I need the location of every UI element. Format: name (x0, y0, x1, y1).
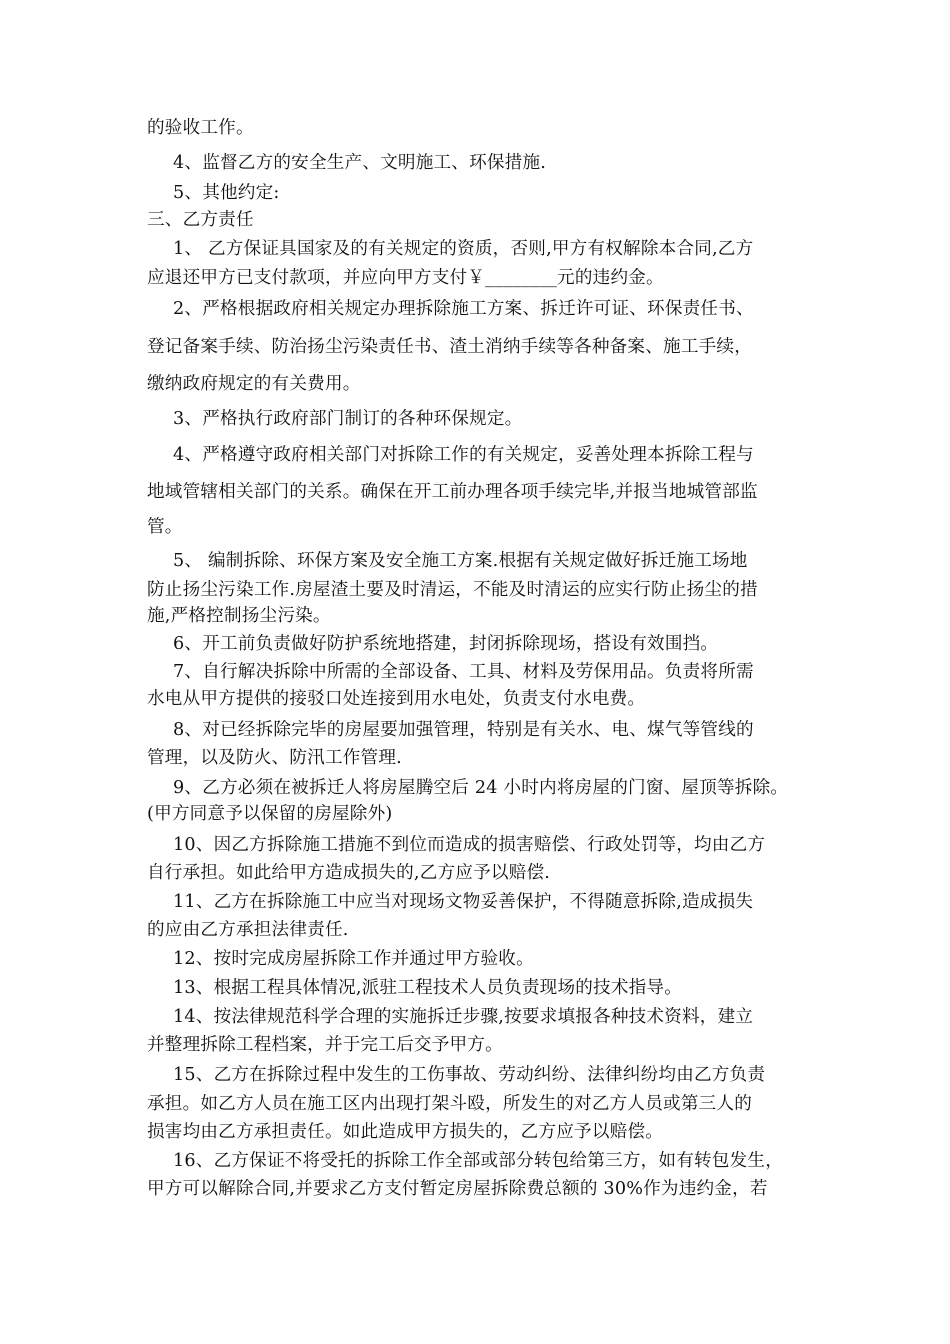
text-line: 施,严格控制扬尘污染。 (147, 606, 331, 626)
text-line: 12、按时完成房屋拆除工作并通过甲方验收。 (173, 949, 534, 969)
text-line: 登记备案手续、防治扬尘污染责任书、渣土消纳手续等各种备案、施工手续， (147, 337, 752, 357)
text-line: 9、乙方必须在被拆迁人将房屋腾空后 24 小时内将房屋的门窗、屋顶等拆除。 (173, 778, 789, 798)
text-line: 16、乙方保证不将受托的拆除工作全部或部分转包给第三方，如有转包发生， (173, 1151, 783, 1171)
text-line: 6、开工前负责做好防护系统地搭建，封闭拆除现场，搭设有效围挡。 (173, 634, 719, 654)
text-line: 管理，以及防火、防汛工作管理. (147, 748, 402, 768)
text-line: 地域管辖相关部门的关系。确保在开工前办理各项手续完毕,并报当地城管部监 (147, 482, 758, 502)
text-line: 1、 乙方保证具国家及的有关规定的资质，否则,甲方有权解除本合同,乙方 (173, 239, 754, 259)
text-line: 7、自行解决拆除中所需的全部设备、工具、材料及劳保用品。负责将所需 (173, 662, 754, 682)
text-line: 2、严格根据政府相关规定办理拆除施工方案、拆迁许可证、环保责任书、 (173, 299, 754, 319)
text-line: 的验收工作。 (147, 118, 254, 138)
text-line: 10、因乙方拆除施工措施不到位而造成的损害赔偿、行政处罚等，均由乙方 (173, 835, 766, 855)
text-line: 3、严格执行政府部门制订的各种环保规定。 (173, 409, 523, 429)
text-line: 管。 (147, 517, 183, 537)
text-line: 8、对已经拆除完毕的房屋要加强管理，特别是有关水、电、煤气等管线的 (173, 720, 754, 740)
text-line: 缴纳政府规定的有关费用。 (147, 374, 361, 394)
text-line: 5、 编制拆除、环保方案及安全施工方案.根据有关规定做好拆迁施工场地 (173, 551, 748, 571)
section-heading: 三、乙方责任 (147, 210, 254, 230)
text-line: 防止扬尘污染工作.房屋渣土要及时清运，不能及时清运的应实行防止扬尘的措 (147, 580, 758, 600)
text-line: (甲方同意予以保留的房屋除外) (147, 804, 393, 824)
text-line: 并整理拆除工程档案，并于完工后交予甲方。 (147, 1035, 503, 1055)
text-line: 水电从甲方提供的接驳口处连接到用水电处，负责支付水电费。 (147, 689, 646, 709)
text-line: 的应由乙方承担法律责任. (147, 920, 349, 940)
text-line: 11、乙方在拆除施工中应当对现场文物妥善保护，不得随意拆除,造成损失 (173, 892, 754, 912)
text-line: 甲方可以解除合同,并要求乙方支付暂定房屋拆除费总额的 30%作为违约金，若 (147, 1179, 768, 1199)
text-line: 5、其他约定: (173, 183, 280, 203)
text-line: 应退还甲方已支付款项，并应向甲方支付￥________元的违约金。 (147, 268, 664, 288)
text-line: 4、严格遵守政府相关部门对拆除工作的有关规定，妥善处理本拆除工程与 (173, 445, 754, 465)
text-line: 4、监督乙方的安全生产、文明施工、环保措施. (173, 153, 547, 173)
text-line: 损害均由乙方承担责任。如此造成甲方损失的，乙方应予以赔偿。 (147, 1122, 664, 1142)
text-line: 13、根据工程具体情况,派驻工程技术人员负责现场的技术指导。 (173, 978, 683, 998)
text-line: 自行承担。如此给甲方造成损失的,乙方应予以赔偿. (147, 863, 551, 883)
text-line: 15、乙方在拆除过程中发生的工伤事故、劳动纠纷、法律纠纷均由乙方负责 (173, 1065, 766, 1085)
text-line: 14、按法律规范科学合理的实施拆迁步骤,按要求填报各种技术资料，建立 (173, 1007, 754, 1027)
text-line: 承担。如乙方人员在施工区内出现打架斗殴，所发生的对乙方人员或第三人的 (147, 1094, 752, 1114)
